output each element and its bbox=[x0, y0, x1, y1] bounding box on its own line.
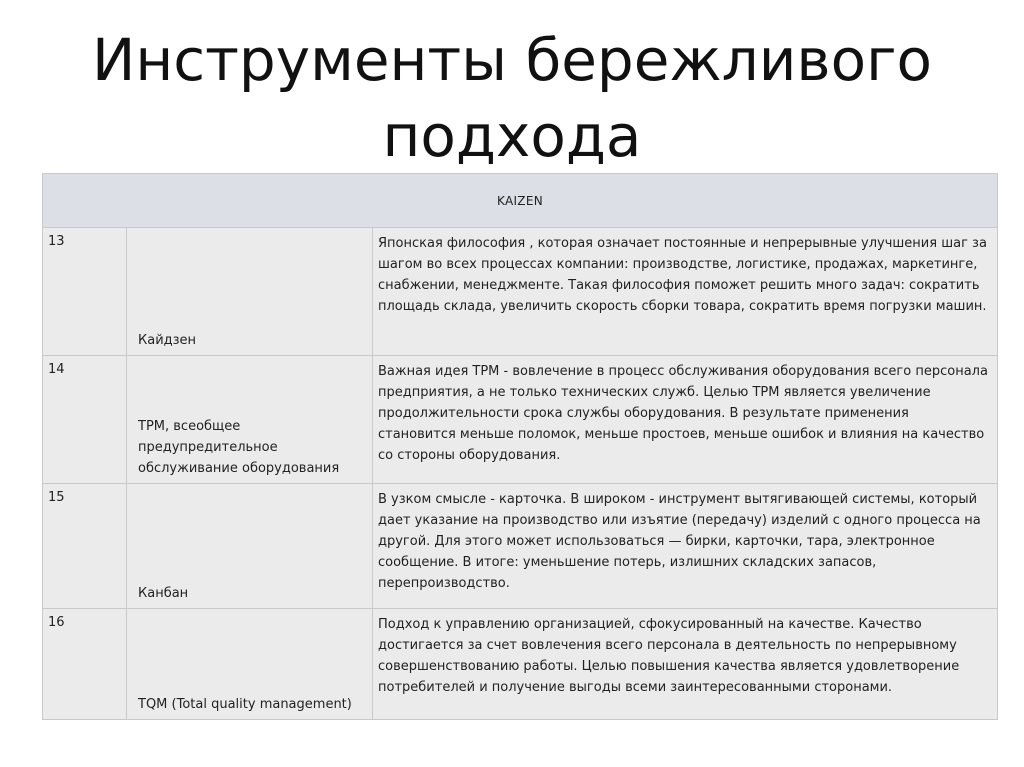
row-number-cell: 14 bbox=[43, 356, 127, 484]
tool-name-cell: TPM, всеобщее предупредительное обслуживание оборудования bbox=[127, 356, 373, 484]
tool-name-cell: Канбан bbox=[127, 484, 373, 609]
table-header-cell: KAIZEN bbox=[43, 174, 998, 228]
table-row bbox=[43, 228, 998, 356]
row-number-cell: 16 bbox=[43, 609, 127, 720]
tool-description-cell: Японская философия , которая означает постоянные и непрерывные улучшения шаг за шагом во всех процессах компании: производстве, логистике, продажах, маркетинге, снабжении, менеджменте. Такая философия поможет решить много задач: сократить площадь склада, увеличить скорость сборки товара, сократить время погрузки машин. bbox=[373, 228, 998, 356]
tool-name-cell: TQM (Total quality management) bbox=[127, 609, 373, 720]
table-row bbox=[43, 356, 998, 484]
tool-description-cell: Подход к управлению организацией, сфокусированный на качестве. Качество достигается за счет вовлечения всего персонала в деятельность по непрерывному совершенствованию работы. Целью повышения качества является удовлетворение потребителей и получение выгоды всеми заинтересованными сторонами. bbox=[373, 609, 998, 720]
tool-name-cell: Кайдзен bbox=[127, 228, 373, 356]
tool-description-cell: Важная идея TPM - вовлечение в процесс обслуживания оборудования всего персонала предприятия, а не только технических служб. Целью TPM является увеличение продолжительности срока службы оборудования. В результате применения становится меньше поломок, меньше простоев, меньше ошибок и влияния на качество со стороны оборудования. bbox=[373, 356, 998, 484]
page-title: Инструменты бережливого подхода bbox=[91, 26, 933, 170]
row-number-cell: 15 bbox=[43, 484, 127, 609]
tool-description-cell: В узком смысле - карточка. В широком - инструмент вытягивающей системы, который дает указание на производство или изъятие (передачу) изделий с одного процесса на другой. Для этого может использоваться — бирки, карточки, тара, электронное сообщение. В итоге: уменьшение потерь, излишних складских запасов, перепроизводство. bbox=[373, 484, 998, 609]
table-header-row bbox=[43, 174, 998, 228]
table-row bbox=[43, 484, 998, 609]
tools-table bbox=[42, 173, 998, 720]
row-number-cell: 13 bbox=[43, 228, 127, 356]
table-row bbox=[43, 609, 998, 720]
